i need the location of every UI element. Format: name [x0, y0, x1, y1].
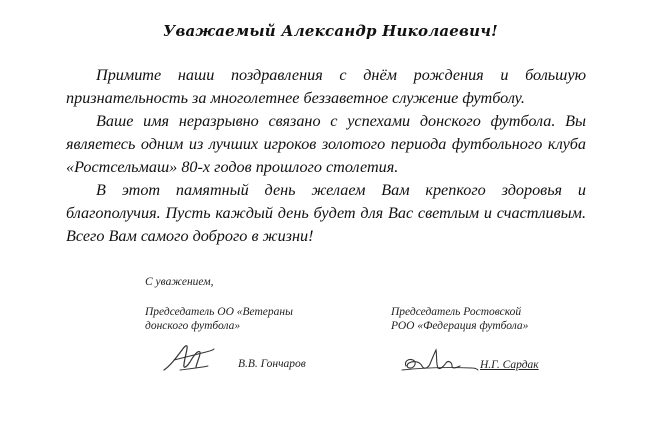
handwritten-signature-left [160, 340, 216, 376]
signatory-left-title [145, 305, 293, 333]
signatory-right-name [480, 359, 539, 371]
closing-phrase: С уважением, [145, 276, 214, 288]
signatory-left-title-line1: Председатель ОО «Ветераны [145, 306, 293, 318]
body-paragraph-1: Примите наши поздравления с днём рождения и большую признательность за многолетнее беззаветное служение футболу. [66, 66, 586, 107]
letter-greeting: Уважаемый Александр Николаевич! [163, 22, 498, 40]
signatory-right-title-line1: Председатель Ростовской [391, 306, 522, 318]
body-paragraph-3: В этот памятный день желаем Вам крепкого здоровья и благополучия. Пусть каждый день будет для Вас светлым и счастливым. Всего Вам самого доброго в жизни! [66, 181, 586, 245]
letter-body [66, 64, 586, 248]
signatory-right-title-line2: РОО «Федерация футбола» [391, 320, 529, 332]
signatory-left-title-line2: донского футбола» [145, 320, 241, 332]
signatory-left-name: В.В. Гончаров [238, 358, 306, 370]
body-paragraph-2: Ваше имя неразрывно связано с успехами донского футбола. Вы являетесь одним из лучших игроков золотого периода футбольного клуба «Ростсельмаш» 80-х годов прошлого столетия. [66, 112, 586, 176]
handwritten-signature-right [400, 346, 480, 376]
signatory-right-name-text: Н.Г. Сардак [480, 359, 539, 371]
signatory-right-title [391, 305, 528, 333]
